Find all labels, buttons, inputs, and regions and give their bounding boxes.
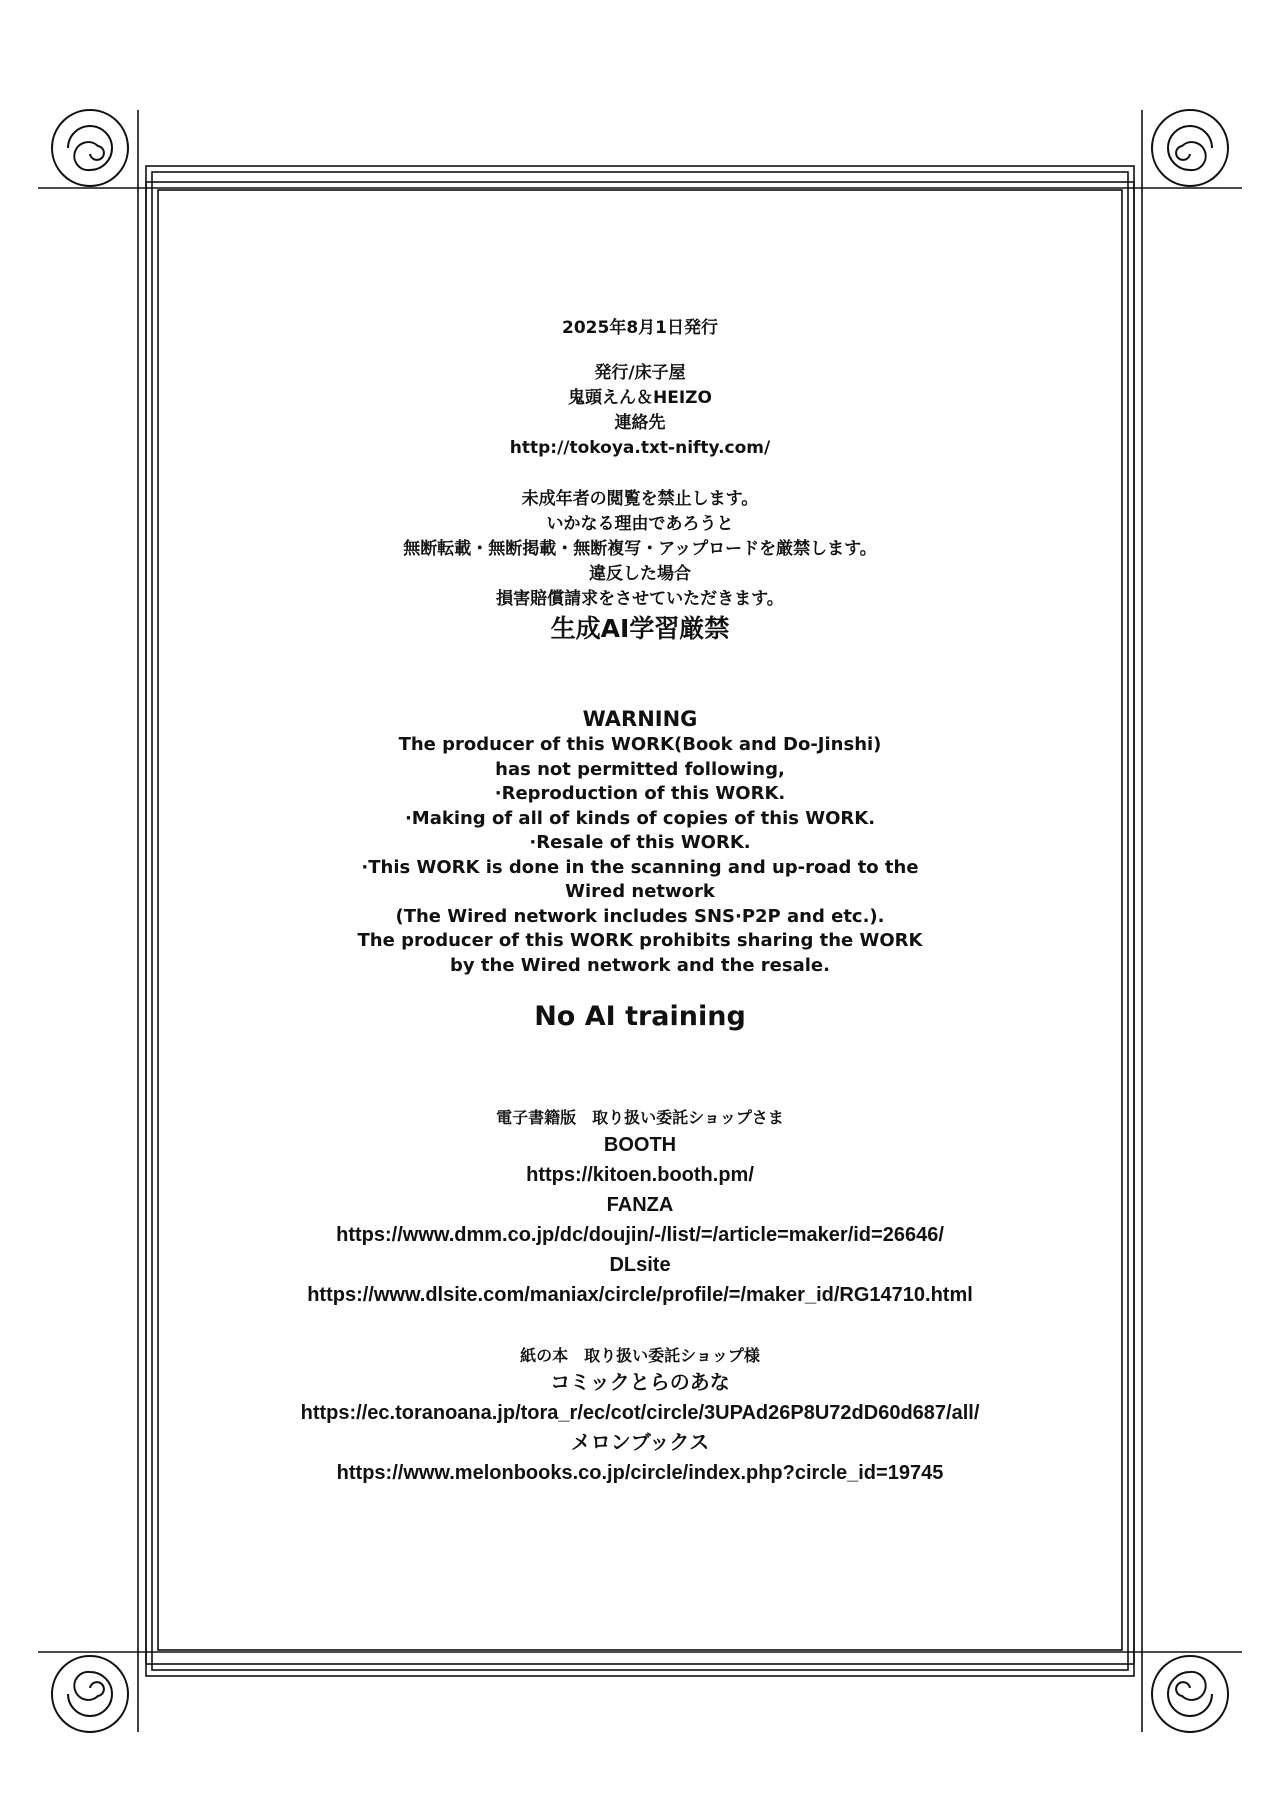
publisher-line: 発行/床子屋	[594, 363, 686, 383]
notice-line: いかなる理由であろうと	[546, 514, 734, 534]
shop-name-booth: BOOTH	[603, 1134, 677, 1156]
warning-line: ·This WORK is done in the scanning and up-road to the	[361, 856, 919, 878]
spiral-ornament-top-left	[52, 110, 128, 186]
notice-line: 未成年者の閲覧を禁止します。	[521, 489, 759, 509]
authors: 鬼頭えん＆HEIZO	[568, 388, 712, 408]
ai-notice-en: No AI training	[534, 1001, 746, 1032]
shop-url-melonbooks[interactable]: https://www.melonbooks.co.jp/circle/index.php?circle_id=19745	[336, 1462, 944, 1484]
warning-line: (The Wired network includes SNS·P2P and etc.).	[395, 905, 885, 927]
contact-label: 連絡先	[614, 413, 666, 433]
warning-line: Wired network	[565, 881, 715, 902]
japanese-notice	[150, 487, 1130, 644]
shop-url-toranoana[interactable]: https://ec.toranoana.jp/tora_r/ec/cot/circle/3UPAd26P8U72dD60d687/all/	[300, 1402, 980, 1424]
spiral-ornament-top-right	[1152, 110, 1228, 186]
shop-url-fanza[interactable]: https://www.dmm.co.jp/dc/doujin/-/list/=/article=maker/id=26646/	[336, 1224, 944, 1246]
publisher-block	[150, 361, 1130, 461]
notice-line: 無断転載・無断掲載・無断複写・アップロードを厳禁します。	[403, 539, 877, 559]
notice-line: 違反した場合	[589, 564, 691, 584]
ebook-shops-heading: 電子書籍版 取り扱い委託ショップさま	[496, 1108, 784, 1127]
warning-line: ·Making of all of kinds of copies of this WORK.	[404, 807, 876, 829]
spiral-ornament-bottom-left	[52, 1656, 128, 1732]
ai-notice-ja: 生成AI学習厳禁	[550, 614, 730, 643]
spiral-ornament-bottom-right	[1152, 1656, 1228, 1732]
english-warning	[150, 706, 1130, 1034]
print-shops-heading: 紙の本 取り扱い委託ショップ様	[520, 1346, 760, 1365]
warning-line: The producer of this WORK prohibits sharing the WORK	[357, 930, 923, 951]
shop-name-fanza: FANZA	[606, 1194, 674, 1216]
shop-name-toranoana: コミックとらのあな	[550, 1372, 730, 1394]
warning-line: ·Reproduction of this WORK.	[494, 783, 786, 804]
warning-line: The producer of this WORK(Book and Do-Jinshi)	[398, 734, 882, 755]
warning-line: has not permitted following,	[495, 758, 785, 780]
shop-url-dlsite[interactable]: https://www.dlsite.com/maniax/circle/profile/=/maker_id/RG14710.html	[307, 1284, 973, 1306]
publish-date: 2025年8月1日発行	[562, 318, 718, 338]
ebook-shops	[150, 1106, 1130, 1310]
contact-url[interactable]: http://tokoya.txt-nifty.com/	[509, 438, 771, 458]
shop-name-dlsite: DLsite	[609, 1254, 671, 1276]
print-shops	[150, 1344, 1130, 1488]
shop-url-booth[interactable]: https://kitoen.booth.pm/	[526, 1164, 754, 1186]
warning-title: WARNING	[582, 707, 698, 731]
shop-name-melonbooks: メロンブックス	[570, 1432, 710, 1454]
warning-line: by the Wired network and the resale.	[450, 954, 830, 976]
warning-line: ·Resale of this WORK.	[529, 832, 751, 853]
notice-line: 損害賠償請求をさせていただきます。	[496, 589, 784, 609]
colophon	[150, 316, 1130, 1488]
